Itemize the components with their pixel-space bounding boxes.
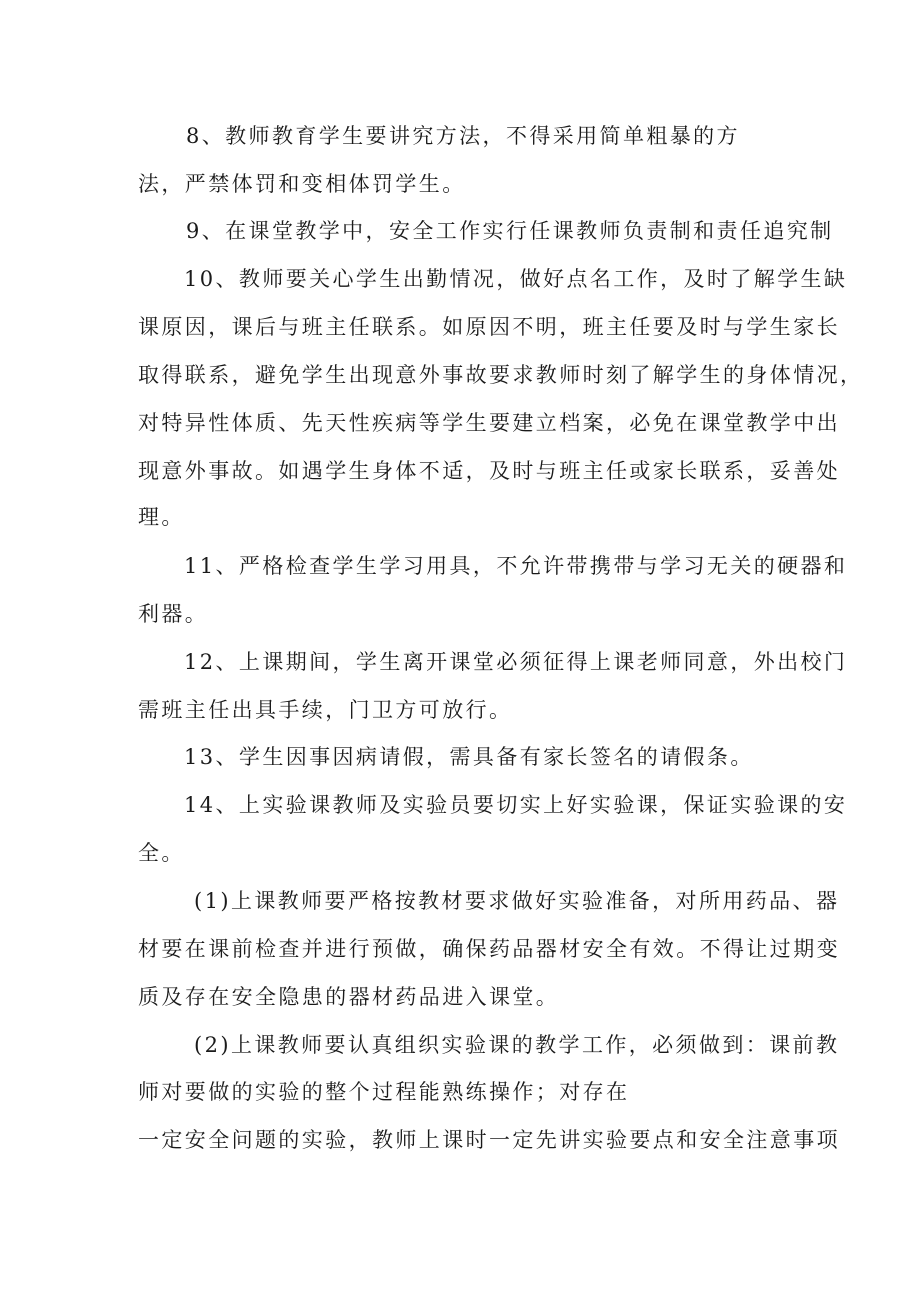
item-1-line-2: 材要在课前检查并进行预做，确保药品器材安全有效。不得让过期变 [138, 937, 840, 961]
paragraph-14-line-2: 全。 [138, 841, 185, 865]
paragraph-14-line-1: 14、上实验课教师及实验员要切实上好实验课，保证实验课的安 [184, 793, 848, 817]
paragraph-8-line-1: 8、教师教育学生要讲究方法，不得采用简单粗暴的方 [186, 124, 740, 148]
paragraph-11-line-2: 利器。 [138, 602, 209, 626]
paragraph-10-line-5: 现意外事故。如遇学生身体不适，及时与班主任或家长联系，妥善处 [138, 459, 840, 483]
paragraph-10-line-3: 取得联系，避免学生出现意外事故要求教师时刻了解学生的身体情况， [138, 363, 864, 387]
paragraph-8-line-2: 法，严禁体罚和变相体罚学生。 [138, 172, 466, 196]
paragraph-9-line-1: 9、在课堂教学中，安全工作实行任课教师负责制和责任追究制 [186, 219, 834, 243]
paragraph-12-line-2: 需班主任出具手续，门卫方可放行。 [138, 698, 513, 722]
item-1-line-3: 质及存在安全隐患的器材药品进入课堂。 [138, 985, 560, 1009]
item-1-line-1: (1)上课教师要严格按教材要求做好实验准备，对所用药品、器 [194, 889, 840, 913]
paragraph-12-line-1: 12、上课期间，学生离开课堂必须征得上课老师同意，外出校门 [184, 650, 848, 674]
paragraph-10-line-6: 理。 [138, 505, 185, 529]
paragraph-11-line-1: 11、严格检查学生学习用具，不允许带携带与学习无关的硬器和 [184, 554, 848, 578]
paragraph-10-line-4: 对特异性体质、先天性疾病等学生要建立档案，必免在课堂教学中出 [138, 411, 840, 435]
paragraph-10-line-1: 10、教师要关心学生出勤情况，做好点名工作，及时了解学生缺 [184, 267, 848, 291]
paragraph-13-line-1: 13、学生因事因病请假，需具备有家长签名的请假条。 [184, 745, 754, 769]
item-2-line-2: 师对要做的实验的整个过程能熟练操作；对存在 [138, 1080, 630, 1104]
item-2-line-1: (2)上课教师要认真组织实验课的教学工作，必须做到：课前教 [194, 1033, 840, 1057]
item-2-line-3: 一定安全问题的实验，教师上课时一定先讲实验要点和安全注意事项 [138, 1128, 840, 1152]
paragraph-10-line-2: 课原因，课后与班主任联系。如原因不明，班主任要及时与学生家长 [138, 315, 840, 339]
